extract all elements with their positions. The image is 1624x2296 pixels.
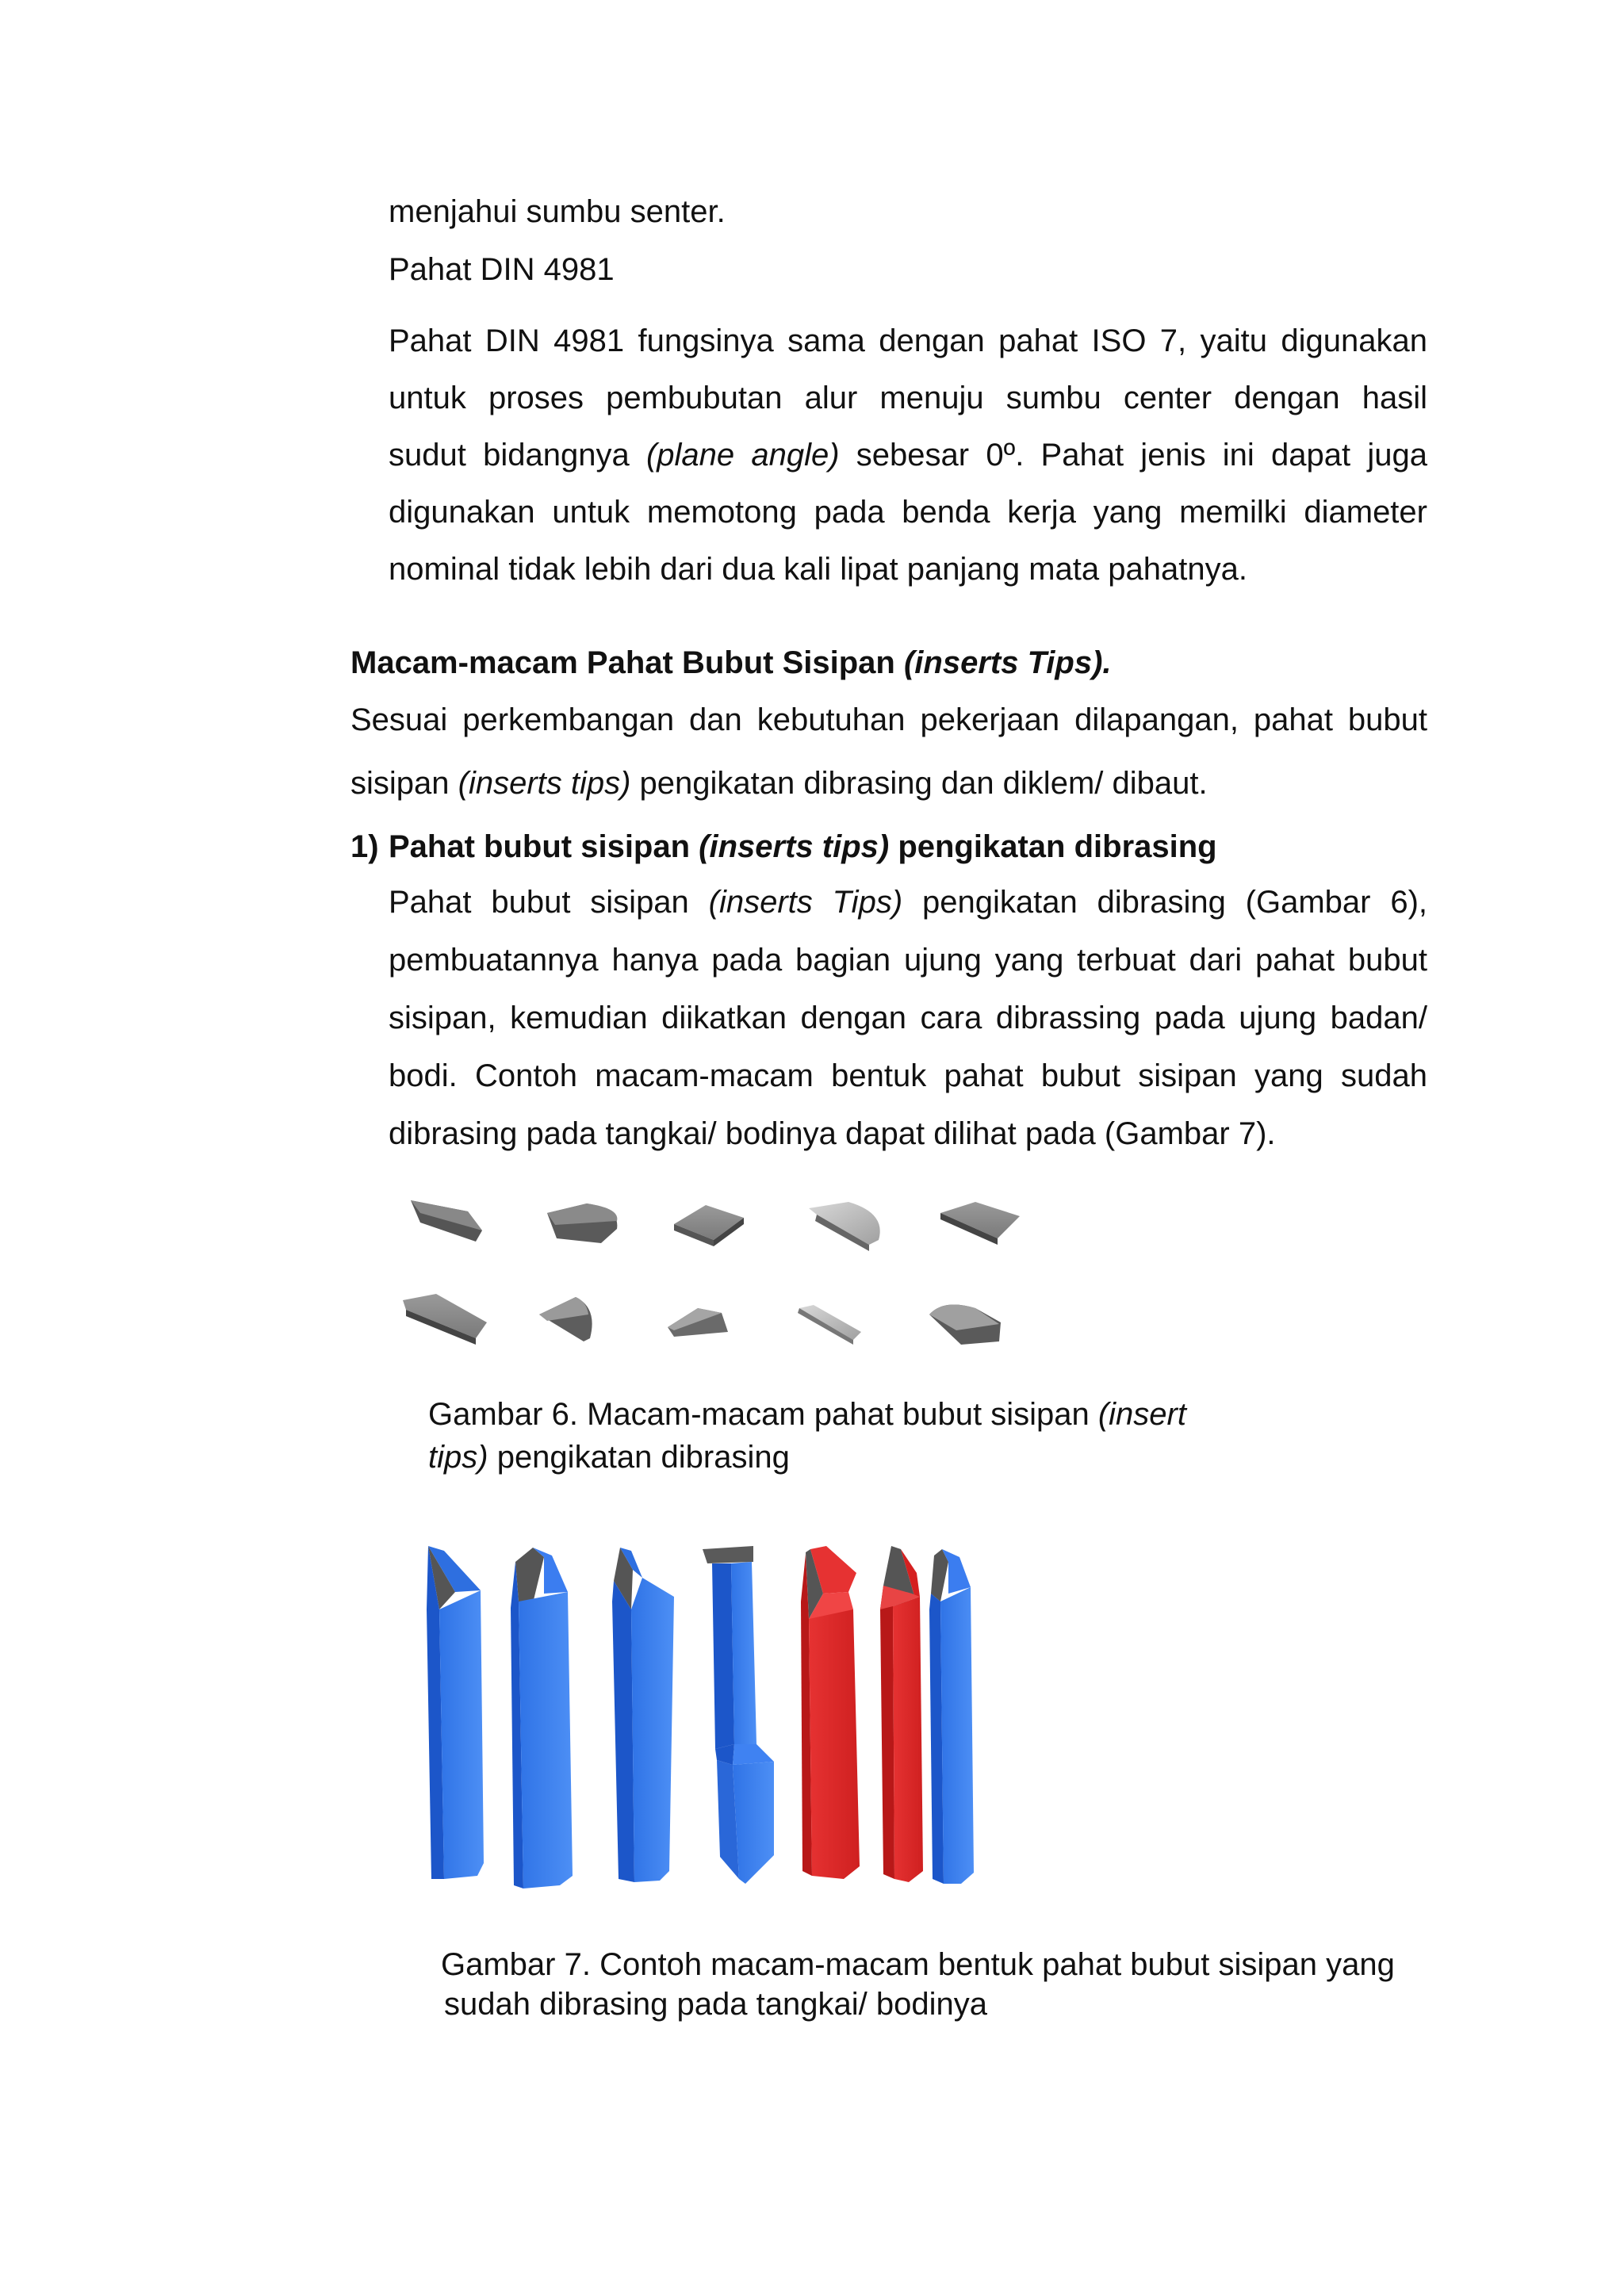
insert-1 xyxy=(411,1200,482,1242)
din-line-2: untuk proses pembubutan alur menuju sumbu center dengan hasil xyxy=(389,381,1427,415)
section-line-2: sisipan (inserts tips) pengikatan dibrasing dan diklem/ dibaut. xyxy=(350,766,1208,801)
insert-2 xyxy=(547,1203,617,1243)
bullet-title: Pahat DIN 4981 xyxy=(389,252,615,287)
insert-7 xyxy=(539,1297,592,1341)
continuation-line: menjahui sumbu senter. xyxy=(389,194,726,229)
din-line-3: sudut bidangnya (plane angle) sebesar 0º. Pahat jenis ini dapat juga xyxy=(389,438,1428,473)
figure-7-caption-line-1: Gambar 7. Contoh macam-macam bentuk pahat bubut sisipan yang xyxy=(441,1947,1395,1982)
item1-line-3: sisipan, kemudian diikatkan dengan cara dibrassing pada ujung badan/ xyxy=(389,1001,1427,1035)
insert-3 xyxy=(674,1205,744,1246)
tool-7 xyxy=(929,1549,974,1884)
section-line-1: Sesuai perkembangan dan kebutuhan pekerjaan dilapangan, pahat bubut xyxy=(350,702,1427,737)
item1-line-5: dibrasing pada tangkai/ bodinya dapat dilihat pada (Gambar 7). xyxy=(389,1116,1276,1151)
item1-line-1: Pahat bubut sisipan (inserts Tips) pengikatan dibrasing (Gambar 6), xyxy=(389,885,1427,920)
item1-number: 1) xyxy=(350,829,379,864)
din-line-4: digunakan untuk memotong pada benda kerja yang memilki diameter xyxy=(389,495,1427,530)
item1-title: Pahat bubut sisipan (inserts tips) pengikatan dibrasing xyxy=(389,829,1217,864)
figure-6-inserts-image xyxy=(389,1181,1047,1372)
tool-5 xyxy=(801,1546,860,1879)
section-heading: Macam-macam Pahat Bubut Sisipan (inserts Tips). xyxy=(350,645,1112,680)
figure-7-caption-line-2: sudah dibrasing pada tangkai/ bodinya xyxy=(444,1987,987,2022)
item1-line-2: pembuatannya hanya pada bagian ujung yang terbuat dari pahat bubut xyxy=(389,943,1427,978)
tool-6 xyxy=(880,1546,923,1882)
insert-4 xyxy=(809,1202,880,1251)
tool-2 xyxy=(511,1548,573,1888)
figure-6-caption-line-1: Gambar 6. Macam-macam pahat bubut sisipan (insert xyxy=(428,1397,1186,1432)
insert-10 xyxy=(929,1305,1001,1345)
din-line-5: nominal tidak lebih dari dua kali lipat panjang mata pahatnya. xyxy=(389,552,1247,587)
insert-9 xyxy=(798,1305,861,1345)
figure-7-tools-image xyxy=(404,1530,1063,1903)
tool-3 xyxy=(612,1548,674,1882)
insert-8 xyxy=(668,1308,728,1337)
insert-6 xyxy=(403,1294,487,1345)
tool-4 xyxy=(703,1546,774,1884)
figure-6-caption-line-2: tips) pengikatan dibrasing xyxy=(428,1440,790,1475)
din-line-1: Pahat DIN 4981 fungsinya sama dengan pahat ISO 7, yaitu digunakan xyxy=(389,323,1427,358)
tool-1 xyxy=(427,1546,484,1879)
insert-5 xyxy=(940,1202,1020,1245)
item1-line-4: bodi. Contoh macam-macam bentuk pahat bubut sisipan yang sudah xyxy=(389,1058,1427,1093)
